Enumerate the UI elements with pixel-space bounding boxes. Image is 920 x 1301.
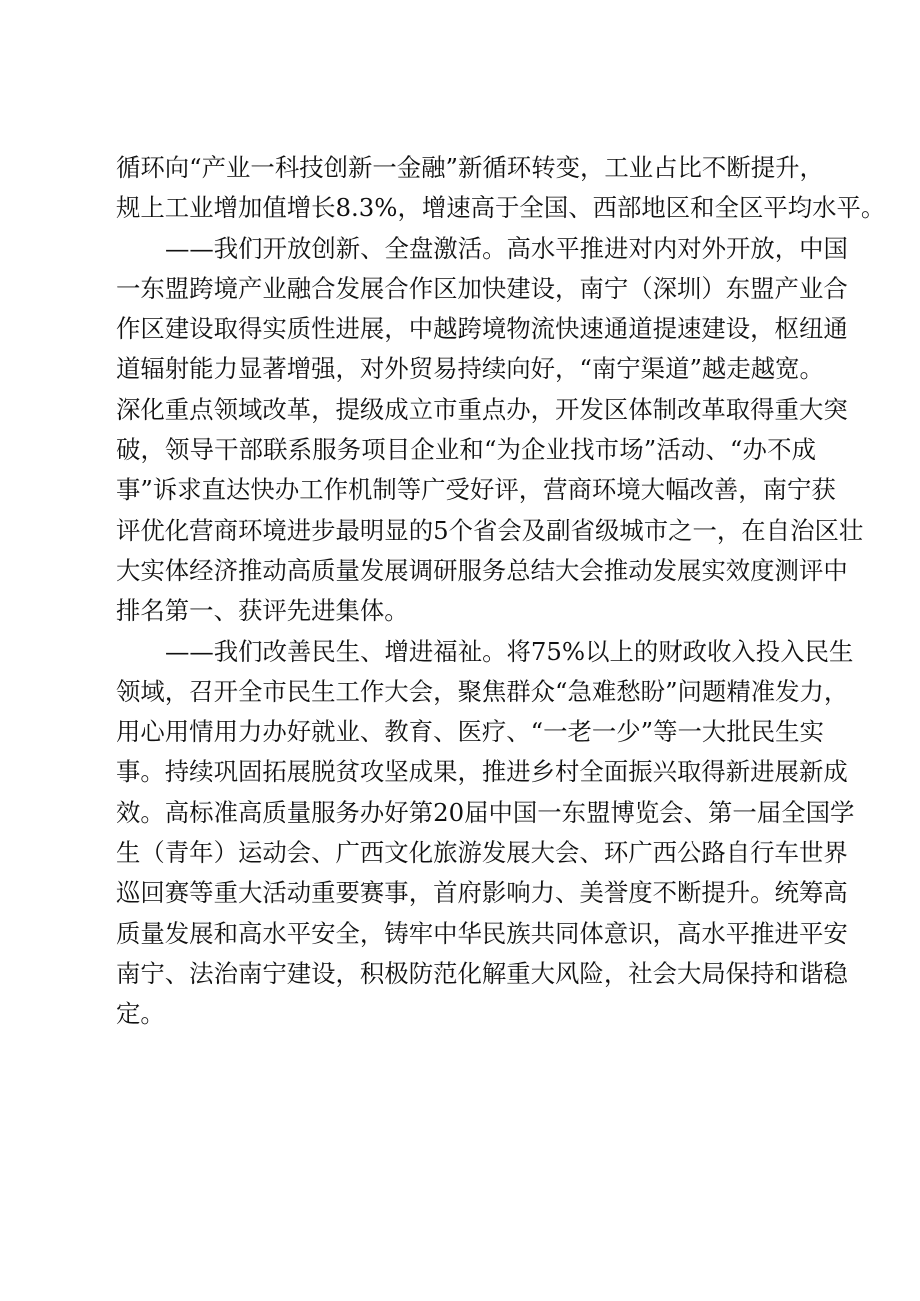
- text-line: 用心用情用力办好就业、教育、医疗、“一老一少”等一大批民生实: [116, 717, 824, 747]
- text-line: 效。高标准高质量服务办好第20届中国一东盟博览会、第一届全国学: [116, 797, 855, 827]
- text-line: 巡回赛等重大活动重要赛事，首府影响力、美誉度不断提升。统筹高: [116, 878, 848, 908]
- text-line: 南宁、法治南宁建设，积极防范化解重大风险，社会大局保持和谐稳: [116, 958, 848, 988]
- text-line: 事”诉求直达快办工作机制等广受好评，营商环境大幅改善，南宁获: [116, 475, 836, 505]
- text-line: 评优化营商环境进步最明显的5个省会及副省级城市之一，在自治区壮: [116, 515, 864, 545]
- text-line: 质量发展和高水平安全，铸牢中华民族共同体意识，高水平推进平安: [116, 918, 848, 948]
- text-line: 领域，召开全市民生工作大会，聚焦群众“急难愁盼”问题精准发力，: [116, 676, 849, 706]
- text-line: 深化重点领域改革，提级成立市重点办，开发区体制改革取得重大突: [116, 394, 848, 424]
- text-line: 循环向“产业一科技创新一金融”新循环转变，工业占比不断提升，: [116, 153, 824, 182]
- text-line: 生（青年）运动会、广西文化旅游发展大会、环广西公路自行车世界: [116, 838, 848, 868]
- text-line: ——我们改善民生、增进福祉。将75%以上的财政收入投入民生: [165, 636, 854, 666]
- text-line: ——我们开放创新、全盘激活。高水平推进对内对外开放，中国: [165, 233, 848, 263]
- text-line: 道辐射能力显著增强，对外贸易持续向好，“南宁渠道”越走越宽。: [116, 354, 824, 384]
- body-text: [116, 148, 886, 1035]
- text-line: 定。: [116, 999, 165, 1029]
- text-line: 大实体经济推动高质量发展调研服务总结大会推动发展实效度测评中: [116, 555, 848, 585]
- text-line: 规上工业增加值增长8.3%，增速高于全国、西部地区和全区平均水平。: [116, 193, 886, 223]
- text-line: 事。持续巩固拓展脱贫攻坚成果，推进乡村全面振兴取得新进展新成: [116, 757, 848, 787]
- text-line: 排名第一、获评先进集体。: [116, 596, 409, 626]
- text-line: 破，领导干部联系服务项目企业和“为企业找市场”活动、“办不成: [116, 435, 816, 465]
- text-line: 一东盟跨境产业融合发展合作区加快建设，南宁（深圳）东盟产业合: [116, 273, 848, 303]
- text-line: 作区建设取得实质性进展，中越跨境物流快速通道提速建设，枢纽通: [116, 314, 848, 344]
